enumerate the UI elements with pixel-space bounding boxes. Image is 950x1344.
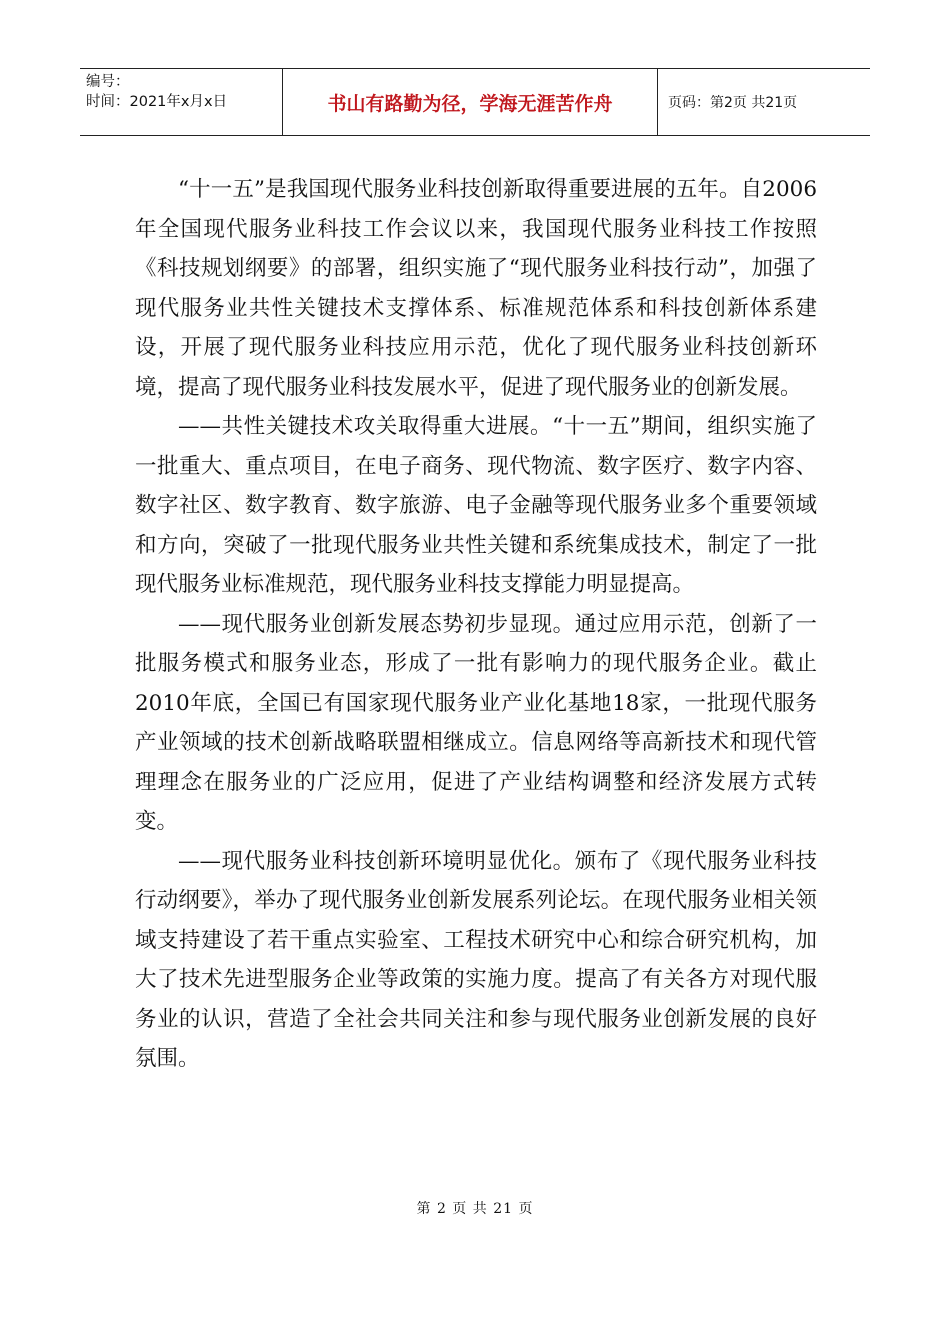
date-label: 时间：2021年x月x日 (86, 94, 228, 110)
header-motto: 书山有路勤为径，学海无涯苦作舟 (283, 69, 658, 135)
header-meta (80, 69, 283, 135)
page-footer: 第 2 页 共 21 页 (416, 1201, 534, 1217)
paragraph-key-technology: ——共性关键技术攻关取得重大进展。“十一五”期间，组织实施了一批重大、重点项目，在电子商务、现代物流、数字医疗、数字内容、数字社区、数字教育、数字旅游、电子金融等现代服务业多个重要领域和方向，突破了一批现代服务业共性关键和系统集成技术，制定了一批现代服务业标准规范，现代服务业科技支撑能力明显提高。 (135, 414, 817, 597)
page-header (80, 68, 870, 136)
paragraph-innovation-trend: ——现代服务业创新发展态势初步显现。通过应用示范，创新了一批服务模式和服务业态，形成了一批有影响力的现代服务企业。截止2010年底，全国已有国家现代服务业产业化基地18家，一批现代服务产业领域的技术创新战略联盟相继成立。信息网络等高新技术和现代管理理念在服务业的广泛应用，促进了产业结构调整和经济发展方式转变。 (135, 611, 817, 834)
paragraph-intro: “十一五”是我国现代服务业科技创新取得重要进展的五年。自2006年全国现代服务业科技工作会议以来，我国现代服务业科技工作按照《科技规划纲要》的部署，组织实施了“现代服务业科技行动”，加强了现代服务业共性关键技术支撑体系、标准规范体系和科技创新体系建设，开展了现代服务业科技应用示范，优化了现代服务业科技创新环境，提高了现代服务业科技发展水平，促进了现代服务业的创新发展。 (135, 177, 817, 400)
document-body (135, 170, 817, 1079)
serial-number-label: 编号： (86, 74, 130, 90)
header-page-info: 页码：第2页 共21页 (668, 95, 798, 111)
paragraph-environment: ——现代服务业科技创新环境明显优化。颁布了《现代服务业科技行动纲要》，举办了现代服务业创新发展系列论坛。在现代服务业相关领域支持建设了若干重点实验室、工程技术研究中心和综合研究机构，加大了技术先进型服务企业等政策的实施力度。提高了有关各方对现代服务业的认识，营造了全社会共同关注和参与现代服务业创新发展的良好氛围。 (135, 848, 817, 1071)
